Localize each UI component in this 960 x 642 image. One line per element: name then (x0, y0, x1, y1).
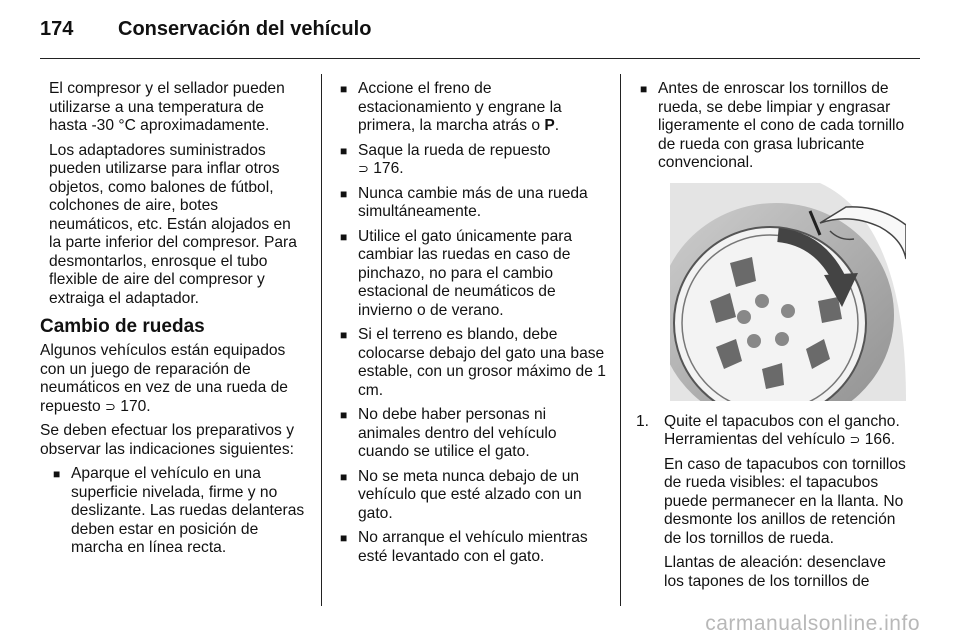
step-note-visible-bolts: En caso de tapacubos con tornillos de rueda visibles: el tapacubos puede permanecer en la llanta. No desmonte los anillos de retención de los tornillos de rueda. (664, 455, 906, 547)
page-reference-link[interactable]: 176. (373, 160, 404, 177)
step-text-main: Quite el tapacubos con el gancho. Herramientas del vehículo (664, 412, 900, 448)
step-note-alloy-wheels: Llantas de aleación: desenclave los tapones de los tornillos de (664, 554, 886, 590)
list-item: ■ No debe haber personas ni animales dentro del vehículo cuando se utilice el gato. (336, 406, 606, 462)
list-item: ■ Nunca cambie más de una rueda simultáneamente. (336, 185, 606, 222)
page-reference-link[interactable]: 170. (120, 397, 151, 415)
column-divider-1 (321, 74, 322, 606)
page-reference-icon: ⊃ (105, 398, 116, 414)
section-heading-wheel-change: Cambio de ruedas (40, 316, 205, 337)
list-item: ■ No se meta nunca debajo de un vehículo que esté alzado con un gato. (336, 468, 606, 524)
column-1 (40, 80, 306, 564)
gear-p-label: P (544, 117, 555, 134)
column-3 (636, 80, 906, 597)
list-item-text-end: . (554, 117, 560, 134)
list-item-spare-wheel (336, 142, 606, 179)
column-divider-2 (620, 74, 621, 606)
list-item-text: Saque la rueda de repuesto (358, 141, 551, 159)
header-rule (40, 58, 920, 59)
step-text (664, 413, 906, 450)
paragraph-compressor-temperature: El compresor y el sellador pueden utilizarse a una temperatura de hasta -30 °C aproximadamente. (49, 80, 285, 134)
list-item-text: Accione el freno de estacionamiento y engrane la primera, la marcha atrás o (358, 80, 562, 134)
page-number: 174 (40, 18, 74, 40)
watermark: carmanualsonline.info (705, 612, 920, 635)
page-reference-link[interactable]: 166. (864, 431, 896, 448)
step-1 (636, 413, 906, 592)
page-title: Conservación del vehículo (118, 18, 372, 40)
page-reference-icon: ⊃ (849, 432, 861, 447)
list-item: ■ Aparque el vehículo en una superficie nivelada, firme y no deslizante. Las ruedas delanteras deben estar en posición de marcha en línea recta. (49, 465, 306, 558)
list-item: ■ Utilice el gato únicamente para cambiar las ruedas en caso de pinchazo, no para el cambio estacional de neumáticos de invierno o de verano. (336, 228, 606, 321)
wheel-cover-illustration-svg (670, 183, 906, 401)
paragraph-preparations: Se deben efectuar los preparativos y observar las indicaciones siguientes: (40, 422, 294, 458)
paragraph-adapters: Los adaptadores suministrados pueden utilizarse para inflar otros objetos, como balones de fútbol, colchones de aire, botes neumáticos, etc. Están alojados en la parte inferior del compresor. Para desmontarlos, enrosque el tubo flexible de aire del compresor y extraiga el adaptador. (49, 141, 297, 307)
bullet-list-safety (336, 80, 606, 566)
step-list (636, 413, 906, 592)
page-header (40, 18, 371, 48)
page-reference-icon: ⊃ (358, 161, 369, 176)
column-2 (336, 80, 606, 572)
bullet-list-preparations (49, 465, 306, 558)
wheel-cover-removal-illustration (670, 183, 906, 401)
paragraph-repair-kit (40, 342, 306, 416)
list-item-parking-brake (336, 80, 606, 136)
list-item: ■ No arranque el vehículo mientras esté levantado con el gato. (336, 529, 606, 566)
list-item: ■ Antes de enroscar los tornillos de rueda, se debe limpiar y engrasar ligeramente el cono de cada tornillo de rueda con grasa lubricante convencional. (636, 80, 906, 173)
bullet-list-bolts (636, 80, 906, 173)
paragraph-repair-kit-text: Algunos vehículos están equipados con un juego de reparación de neumáticos en vez de una rueda de repuesto (40, 342, 288, 415)
step-number: 1. (636, 412, 650, 430)
list-item: ■ Si el terreno es blando, debe colocarse debajo del gato una base estable, con un grosor máximo de 1 cm. (336, 326, 606, 400)
